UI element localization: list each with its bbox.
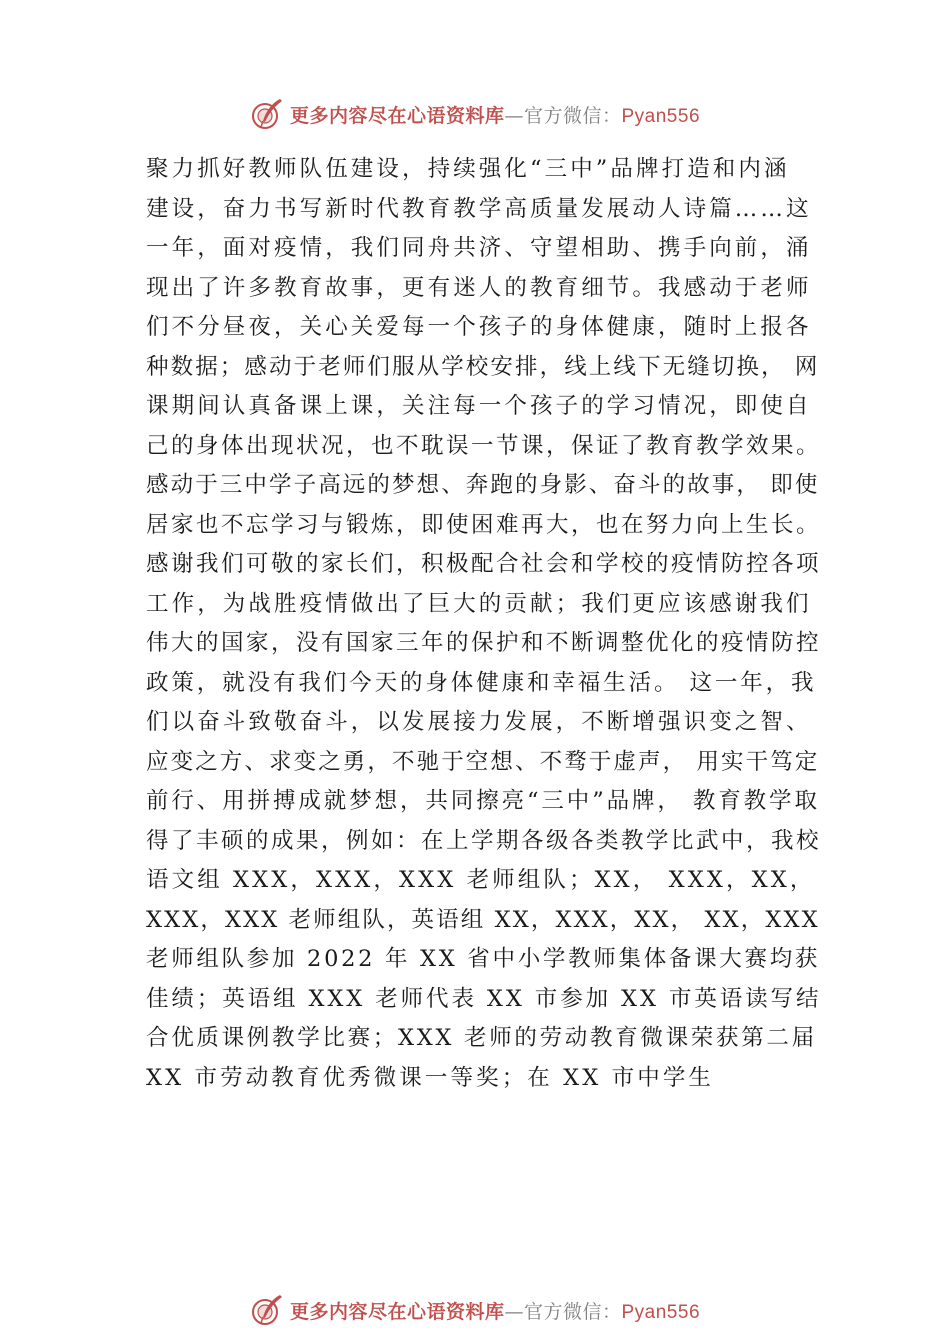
body-line: 佳绩；英语组 XXX 老师代表 XX 市参加 XX 市英语读写结 <box>146 985 822 1012</box>
body-line: 一年，面对疫情，我们同舟共济、守望相助、携手向前，涌 <box>146 235 812 261</box>
body-line: 聚力抓好教师队伍建设，持续强化“三中”品牌打造和内涵 <box>146 156 790 182</box>
header-wechat-id: Pyan556 <box>621 105 701 127</box>
body-line: 应变之方、求变之勇，不驰于空想、不骛于虚声， 用实干笃定 <box>146 748 820 775</box>
document-body <box>146 150 821 1098</box>
body-line: 老师组队参加 2022 年 XX 省中小学教师集体备课大赛均获 <box>146 946 821 972</box>
body-line: 种数据；感动于老师们服从学校安排，线上线下无缝切换， 网 <box>146 353 820 380</box>
body-line: 感动于三中学子高远的梦想、奔跑的身影、奋斗的故事， 即使 <box>146 472 820 498</box>
body-line: 工作，为战胜疫情做出了巨大的贡献；我们更应该感谢我们 <box>146 590 812 617</box>
footer-separator: — <box>504 1300 524 1323</box>
quill-logo-icon <box>250 1293 284 1327</box>
body-line: 现出了许多教育故事，更有迷人的教育细节。我感动于老师 <box>146 274 812 301</box>
header-separator: — <box>504 104 524 127</box>
body-line: 伟大的国家，没有国家三年的保护和不断调整优化的疫情防控 <box>146 630 822 656</box>
body-line: 合优质课例教学比赛；XXX 老师的劳动教育微课荣获第二届 <box>146 1025 817 1051</box>
header-text <box>290 101 700 128</box>
header-brand: 更多内容尽在心语资料库 <box>289 104 505 127</box>
body-line: 们以奋斗致敬奋斗，以发展接力发展，不断增强识变之智、 <box>146 709 812 735</box>
body-line: 感谢我们可敬的家长们，积极配合社会和学校的疫情防控各项 <box>146 551 822 577</box>
footer-text <box>290 1297 700 1324</box>
footer-wechat-id: Pyan556 <box>621 1301 701 1323</box>
body-line: 前行、用拼搏成就梦想，共同擦亮“三中”品牌， 教育教学取 <box>146 788 820 814</box>
body-line: XX 市劳动教育优秀微课一等奖；在 XX 市中学生 <box>146 1064 715 1091</box>
body-line: 们不分昼夜，关心关爱每一个孩子的身体健康，随时上报各 <box>146 314 812 340</box>
body-line: 建设，奋力书写新时代教育教学高质量发展动人诗篇……这 <box>146 195 812 222</box>
body-line: XXX，XXX 老师组队，英语组 XX，XXX，XX， XX，XXX <box>146 906 820 933</box>
body-line: 己的身体出现状况，也不耽误一节课，保证了教育教学效果。 <box>146 432 822 459</box>
header-wechat-label: 官方微信： <box>523 104 622 127</box>
footer-wechat-label: 官方微信： <box>523 1300 622 1323</box>
quill-logo-icon <box>250 97 284 131</box>
body-line: 得了丰硕的成果，例如：在上学期各级各类教学比武中，我校 <box>146 827 822 854</box>
footer-brand: 更多内容尽在心语资料库 <box>289 1300 505 1323</box>
body-line: 政策，就没有我们今天的身体健康和幸福生活。 这一年，我 <box>146 669 817 696</box>
footer-banner <box>0 1290 950 1330</box>
body-line: 居家也不忘学习与锻炼，即使困难再大，也在努力向上生长。 <box>146 511 822 538</box>
header-banner <box>0 94 950 134</box>
body-line: 语文组 XXX，XXX，XXX 老师组队；XX， XXX，XX， <box>146 867 816 893</box>
body-line: 课期间认真备课上课，关注每一个孩子的学习情况，即使自 <box>146 393 812 419</box>
